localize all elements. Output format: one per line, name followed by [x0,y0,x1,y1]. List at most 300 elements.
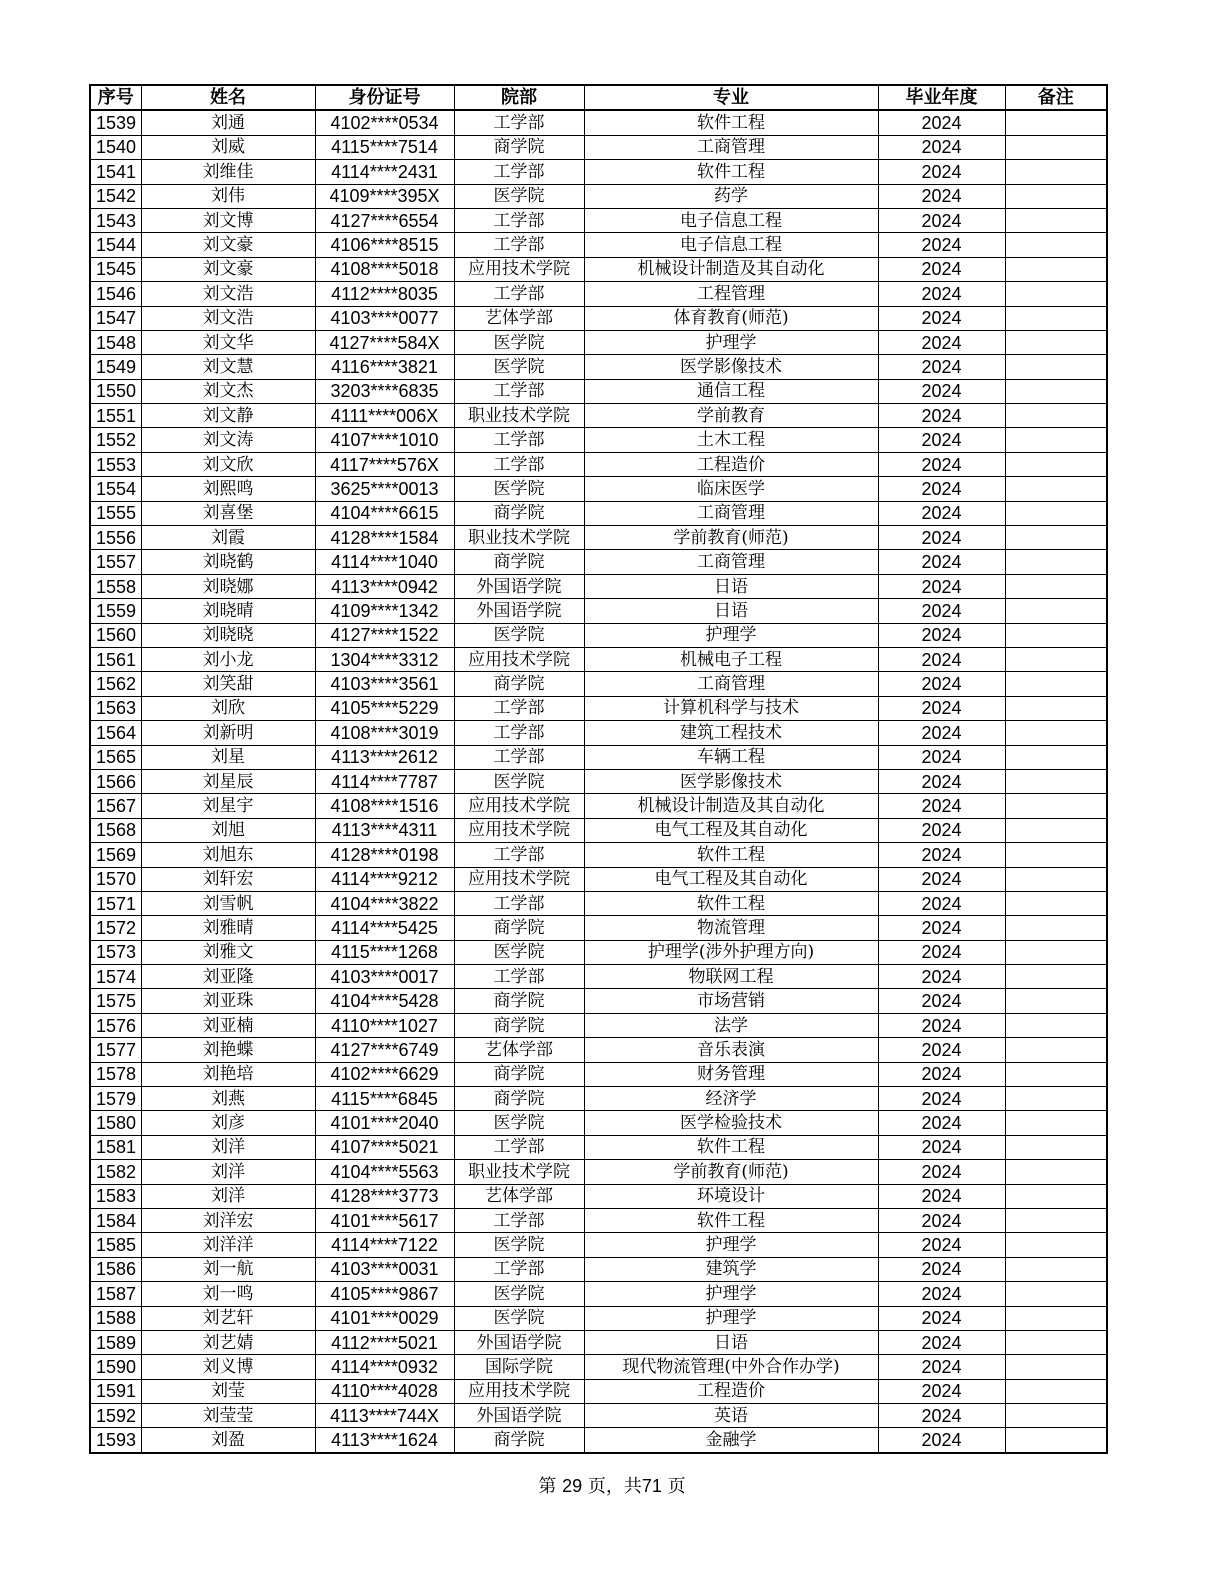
cell-graduation-year: 2024 [878,745,1005,769]
cell-remarks [1005,1355,1107,1379]
cell-department: 工学部 [454,233,584,257]
cell-id-number: 4127****1522 [315,623,454,647]
cell-graduation-year: 2024 [878,1306,1005,1330]
table-row [90,452,1107,476]
cell-serial-number: 1572 [90,916,141,940]
header-serial-number: 序号 [90,85,141,110]
cell-serial-number: 1587 [90,1282,141,1306]
cell-remarks [1005,599,1107,623]
cell-major: 临床医学 [584,477,878,501]
table-row [90,574,1107,598]
header-remarks: 备注 [1005,85,1107,110]
table-row [90,1257,1107,1281]
cell-id-number: 4114****2431 [315,160,454,184]
cell-graduation-year: 2024 [878,1160,1005,1184]
cell-remarks [1005,452,1107,476]
cell-id-number: 4114****7122 [315,1233,454,1257]
cell-serial-number: 1581 [90,1135,141,1159]
cell-remarks [1005,257,1107,281]
cell-name: 刘亚楠 [141,1013,315,1037]
cell-serial-number: 1575 [90,989,141,1013]
cell-name: 刘彦 [141,1111,315,1135]
cell-serial-number: 1586 [90,1257,141,1281]
cell-major: 软件工程 [584,110,878,135]
cell-graduation-year: 2024 [878,257,1005,281]
cell-serial-number: 1591 [90,1379,141,1403]
cell-major: 建筑工程技术 [584,721,878,745]
cell-department: 商学院 [454,135,584,159]
cell-department: 职业技术学院 [454,404,584,428]
table-row [90,965,1107,989]
cell-id-number: 4115****7514 [315,135,454,159]
cell-name: 刘一航 [141,1257,315,1281]
cell-remarks [1005,843,1107,867]
cell-id-number: 4102****6629 [315,1062,454,1086]
cell-department: 应用技术学院 [454,867,584,891]
cell-major: 机械设计制造及其自动化 [584,794,878,818]
cell-remarks [1005,1087,1107,1111]
cell-remarks [1005,1208,1107,1232]
table-row [90,989,1107,1013]
table-row [90,623,1107,647]
cell-remarks [1005,1233,1107,1257]
cell-department: 工学部 [454,745,584,769]
cell-major: 英语 [584,1404,878,1428]
cell-major: 车辆工程 [584,745,878,769]
cell-name: 刘亚隆 [141,965,315,989]
cell-graduation-year: 2024 [878,135,1005,159]
cell-major: 机械设计制造及其自动化 [584,257,878,281]
cell-id-number: 1304****3312 [315,647,454,671]
cell-graduation-year: 2024 [878,794,1005,818]
cell-major: 建筑学 [584,1257,878,1281]
cell-major: 工商管理 [584,672,878,696]
cell-remarks [1005,867,1107,891]
cell-major: 护理学(涉外护理方向) [584,940,878,964]
cell-remarks [1005,501,1107,525]
cell-remarks [1005,1404,1107,1428]
cell-major: 工商管理 [584,501,878,525]
cell-major: 工程造价 [584,1379,878,1403]
cell-department: 医学院 [454,184,584,208]
cell-name: 刘文静 [141,404,315,428]
cell-department: 应用技术学院 [454,1379,584,1403]
cell-remarks [1005,1428,1107,1453]
cell-remarks [1005,184,1107,208]
cell-remarks [1005,1062,1107,1086]
cell-name: 刘文杰 [141,379,315,403]
cell-graduation-year: 2024 [878,1184,1005,1208]
cell-graduation-year: 2024 [878,477,1005,501]
table-row [90,184,1107,208]
cell-graduation-year: 2024 [878,1379,1005,1403]
cell-department: 职业技术学院 [454,526,584,550]
cell-name: 刘文豪 [141,257,315,281]
cell-serial-number: 1541 [90,160,141,184]
cell-remarks [1005,672,1107,696]
cell-serial-number: 1554 [90,477,141,501]
cell-name: 刘通 [141,110,315,135]
cell-remarks [1005,574,1107,598]
cell-graduation-year: 2024 [878,599,1005,623]
cell-name: 刘燕 [141,1087,315,1111]
cell-name: 刘洋 [141,1160,315,1184]
cell-graduation-year: 2024 [878,574,1005,598]
cell-major: 日语 [584,599,878,623]
cell-major: 医学影像技术 [584,769,878,793]
header-major: 专业 [584,85,878,110]
cell-name: 刘星辰 [141,769,315,793]
cell-remarks [1005,794,1107,818]
cell-major: 日语 [584,574,878,598]
table-row [90,1404,1107,1428]
cell-department: 国际学院 [454,1355,584,1379]
cell-major: 通信工程 [584,379,878,403]
table-row [90,306,1107,330]
cell-serial-number: 1570 [90,867,141,891]
cell-serial-number: 1560 [90,623,141,647]
cell-remarks [1005,477,1107,501]
table-row [90,1282,1107,1306]
table-row [90,282,1107,306]
cell-id-number: 4103****3561 [315,672,454,696]
cell-name: 刘雅文 [141,940,315,964]
cell-id-number: 4128****3773 [315,1184,454,1208]
cell-department: 工学部 [454,428,584,452]
cell-id-number: 4111****006X [315,404,454,428]
cell-remarks [1005,233,1107,257]
cell-serial-number: 1569 [90,843,141,867]
cell-department: 外国语学院 [454,574,584,598]
cell-graduation-year: 2024 [878,160,1005,184]
cell-remarks [1005,428,1107,452]
cell-serial-number: 1547 [90,306,141,330]
table-row [90,1013,1107,1037]
cell-name: 刘晓鹤 [141,550,315,574]
cell-serial-number: 1564 [90,721,141,745]
cell-department: 工学部 [454,965,584,989]
cell-graduation-year: 2024 [878,1330,1005,1354]
page-footer [0,1472,1224,1498]
cell-department: 外国语学院 [454,599,584,623]
cell-graduation-year: 2024 [878,891,1005,915]
table-row [90,843,1107,867]
cell-remarks [1005,1257,1107,1281]
cell-graduation-year: 2024 [878,452,1005,476]
table-row [90,891,1107,915]
cell-graduation-year: 2024 [878,1087,1005,1111]
cell-department: 商学院 [454,501,584,525]
cell-id-number: 4109****395X [315,184,454,208]
cell-id-number: 4112****5021 [315,1330,454,1354]
cell-department: 应用技术学院 [454,818,584,842]
cell-department: 应用技术学院 [454,794,584,818]
cell-department: 艺体学部 [454,1038,584,1062]
cell-major: 电子信息工程 [584,208,878,232]
cell-major: 学前教育(师范) [584,1160,878,1184]
cell-department: 工学部 [454,1257,584,1281]
cell-id-number: 4113****744X [315,1404,454,1428]
cell-serial-number: 1566 [90,769,141,793]
cell-name: 刘文博 [141,208,315,232]
footer-page-number: 29 [562,1476,583,1496]
table-row [90,647,1107,671]
cell-id-number: 4113****1624 [315,1428,454,1453]
table-row [90,355,1107,379]
cell-id-number: 4114****7787 [315,769,454,793]
cell-serial-number: 1549 [90,355,141,379]
cell-name: 刘艳培 [141,1062,315,1086]
cell-remarks [1005,721,1107,745]
cell-name: 刘星宇 [141,794,315,818]
cell-major: 工程管理 [584,282,878,306]
cell-graduation-year: 2024 [878,233,1005,257]
cell-department: 商学院 [454,916,584,940]
table-row [90,867,1107,891]
cell-name: 刘文浩 [141,306,315,330]
cell-name: 刘文华 [141,330,315,354]
cell-id-number: 4107****1010 [315,428,454,452]
cell-remarks [1005,1282,1107,1306]
cell-serial-number: 1563 [90,696,141,720]
cell-serial-number: 1577 [90,1038,141,1062]
graduate-list-table [89,84,1108,1454]
cell-serial-number: 1543 [90,208,141,232]
cell-remarks [1005,647,1107,671]
cell-id-number: 4110****4028 [315,1379,454,1403]
cell-graduation-year: 2024 [878,1404,1005,1428]
cell-department: 工学部 [454,110,584,135]
table-row [90,1135,1107,1159]
cell-graduation-year: 2024 [878,501,1005,525]
cell-name: 刘艺婧 [141,1330,315,1354]
cell-graduation-year: 2024 [878,184,1005,208]
cell-remarks [1005,916,1107,940]
cell-id-number: 4116****3821 [315,355,454,379]
header-department: 院部 [454,85,584,110]
cell-name: 刘文豪 [141,233,315,257]
cell-remarks [1005,696,1107,720]
cell-graduation-year: 2024 [878,696,1005,720]
cell-major: 软件工程 [584,843,878,867]
cell-id-number: 4112****8035 [315,282,454,306]
cell-name: 刘文慧 [141,355,315,379]
cell-graduation-year: 2024 [878,818,1005,842]
cell-major: 物联网工程 [584,965,878,989]
cell-name: 刘艳蝶 [141,1038,315,1062]
table-row [90,550,1107,574]
cell-name: 刘一鸣 [141,1282,315,1306]
cell-major: 护理学 [584,623,878,647]
cell-graduation-year: 2024 [878,1062,1005,1086]
cell-name: 刘伟 [141,184,315,208]
cell-graduation-year: 2024 [878,330,1005,354]
cell-serial-number: 1548 [90,330,141,354]
footer-suffix: 页 [667,1476,686,1497]
table-row [90,1087,1107,1111]
cell-serial-number: 1580 [90,1111,141,1135]
cell-name: 刘莹莹 [141,1404,315,1428]
cell-name: 刘维佳 [141,160,315,184]
cell-name: 刘洋 [141,1135,315,1159]
cell-remarks [1005,965,1107,989]
cell-major: 音乐表演 [584,1038,878,1062]
cell-department: 医学院 [454,1111,584,1135]
cell-major: 电气工程及其自动化 [584,867,878,891]
cell-name: 刘新明 [141,721,315,745]
cell-major: 工程造价 [584,452,878,476]
cell-graduation-year: 2024 [878,1233,1005,1257]
cell-department: 商学院 [454,1428,584,1453]
cell-id-number: 4103****0017 [315,965,454,989]
cell-name: 刘欣 [141,696,315,720]
cell-department: 医学院 [454,1282,584,1306]
cell-id-number: 4104****5428 [315,989,454,1013]
cell-department: 工学部 [454,160,584,184]
cell-id-number: 4104****5563 [315,1160,454,1184]
cell-name: 刘雪帆 [141,891,315,915]
cell-id-number: 4115****6845 [315,1087,454,1111]
cell-name: 刘晓晓 [141,623,315,647]
cell-id-number: 4103****0077 [315,306,454,330]
cell-name: 刘亚珠 [141,989,315,1013]
cell-serial-number: 1573 [90,940,141,964]
cell-remarks [1005,282,1107,306]
cell-id-number: 4104****6615 [315,501,454,525]
cell-graduation-year: 2024 [878,110,1005,135]
cell-graduation-year: 2024 [878,1013,1005,1037]
cell-name: 刘文浩 [141,282,315,306]
cell-graduation-year: 2024 [878,989,1005,1013]
table-row [90,501,1107,525]
cell-department: 医学院 [454,477,584,501]
cell-major: 护理学 [584,1233,878,1257]
cell-department: 医学院 [454,1306,584,1330]
cell-serial-number: 1553 [90,452,141,476]
cell-serial-number: 1579 [90,1087,141,1111]
cell-remarks [1005,1013,1107,1037]
cell-remarks [1005,1135,1107,1159]
cell-name: 刘轩宏 [141,867,315,891]
cell-remarks [1005,745,1107,769]
cell-remarks [1005,404,1107,428]
cell-major: 计算机科学与技术 [584,696,878,720]
cell-id-number: 4107****5021 [315,1135,454,1159]
cell-department: 商学院 [454,989,584,1013]
cell-remarks [1005,379,1107,403]
header-name: 姓名 [141,85,315,110]
cell-name: 刘莹 [141,1379,315,1403]
cell-name: 刘霞 [141,526,315,550]
table-row [90,916,1107,940]
cell-department: 工学部 [454,1208,584,1232]
cell-graduation-year: 2024 [878,428,1005,452]
cell-graduation-year: 2024 [878,404,1005,428]
table-row [90,404,1107,428]
cell-major: 护理学 [584,1306,878,1330]
cell-graduation-year: 2024 [878,843,1005,867]
cell-serial-number: 1590 [90,1355,141,1379]
cell-serial-number: 1593 [90,1428,141,1453]
cell-department: 商学院 [454,1062,584,1086]
cell-id-number: 4105****9867 [315,1282,454,1306]
cell-name: 刘洋 [141,1184,315,1208]
cell-graduation-year: 2024 [878,672,1005,696]
table-row [90,1184,1107,1208]
cell-graduation-year: 2024 [878,355,1005,379]
table-row [90,940,1107,964]
cell-serial-number: 1584 [90,1208,141,1232]
cell-name: 刘义博 [141,1355,315,1379]
cell-graduation-year: 2024 [878,867,1005,891]
cell-name: 刘威 [141,135,315,159]
cell-id-number: 4114****9212 [315,867,454,891]
cell-remarks [1005,891,1107,915]
cell-name: 刘熙鸣 [141,477,315,501]
table-body [90,110,1107,1452]
cell-id-number: 4103****0031 [315,1257,454,1281]
cell-remarks [1005,623,1107,647]
cell-serial-number: 1557 [90,550,141,574]
cell-serial-number: 1546 [90,282,141,306]
cell-name: 刘雅晴 [141,916,315,940]
cell-id-number: 4101****2040 [315,1111,454,1135]
cell-serial-number: 1544 [90,233,141,257]
cell-id-number: 4117****576X [315,452,454,476]
cell-graduation-year: 2024 [878,1355,1005,1379]
cell-serial-number: 1583 [90,1184,141,1208]
cell-department: 工学部 [454,843,584,867]
table-row [90,1355,1107,1379]
cell-remarks [1005,818,1107,842]
cell-id-number: 4127****6554 [315,208,454,232]
cell-major: 电气工程及其自动化 [584,818,878,842]
cell-major: 软件工程 [584,160,878,184]
cell-serial-number: 1589 [90,1330,141,1354]
cell-major: 医学检验技术 [584,1111,878,1135]
table-row [90,233,1107,257]
table-row [90,1111,1107,1135]
table-row [90,477,1107,501]
cell-department: 工学部 [454,379,584,403]
cell-name: 刘盈 [141,1428,315,1453]
cell-serial-number: 1588 [90,1306,141,1330]
footer-prefix: 第 [538,1476,557,1497]
cell-serial-number: 1592 [90,1404,141,1428]
cell-department: 应用技术学院 [454,647,584,671]
cell-graduation-year: 2024 [878,1208,1005,1232]
cell-name: 刘旭 [141,818,315,842]
cell-graduation-year: 2024 [878,623,1005,647]
cell-remarks [1005,110,1107,135]
cell-remarks [1005,135,1107,159]
cell-id-number: 4113****0942 [315,574,454,598]
cell-name: 刘小龙 [141,647,315,671]
cell-name: 刘晓娜 [141,574,315,598]
cell-id-number: 4108****3019 [315,721,454,745]
cell-id-number: 4102****0534 [315,110,454,135]
footer-middle: 页，共 [587,1476,642,1497]
table-row [90,110,1107,135]
cell-department: 工学部 [454,282,584,306]
cell-major: 物流管理 [584,916,878,940]
cell-remarks [1005,550,1107,574]
cell-serial-number: 1578 [90,1062,141,1086]
cell-serial-number: 1558 [90,574,141,598]
cell-id-number: 4108****5018 [315,257,454,281]
cell-remarks [1005,330,1107,354]
cell-department: 艺体学部 [454,1184,584,1208]
